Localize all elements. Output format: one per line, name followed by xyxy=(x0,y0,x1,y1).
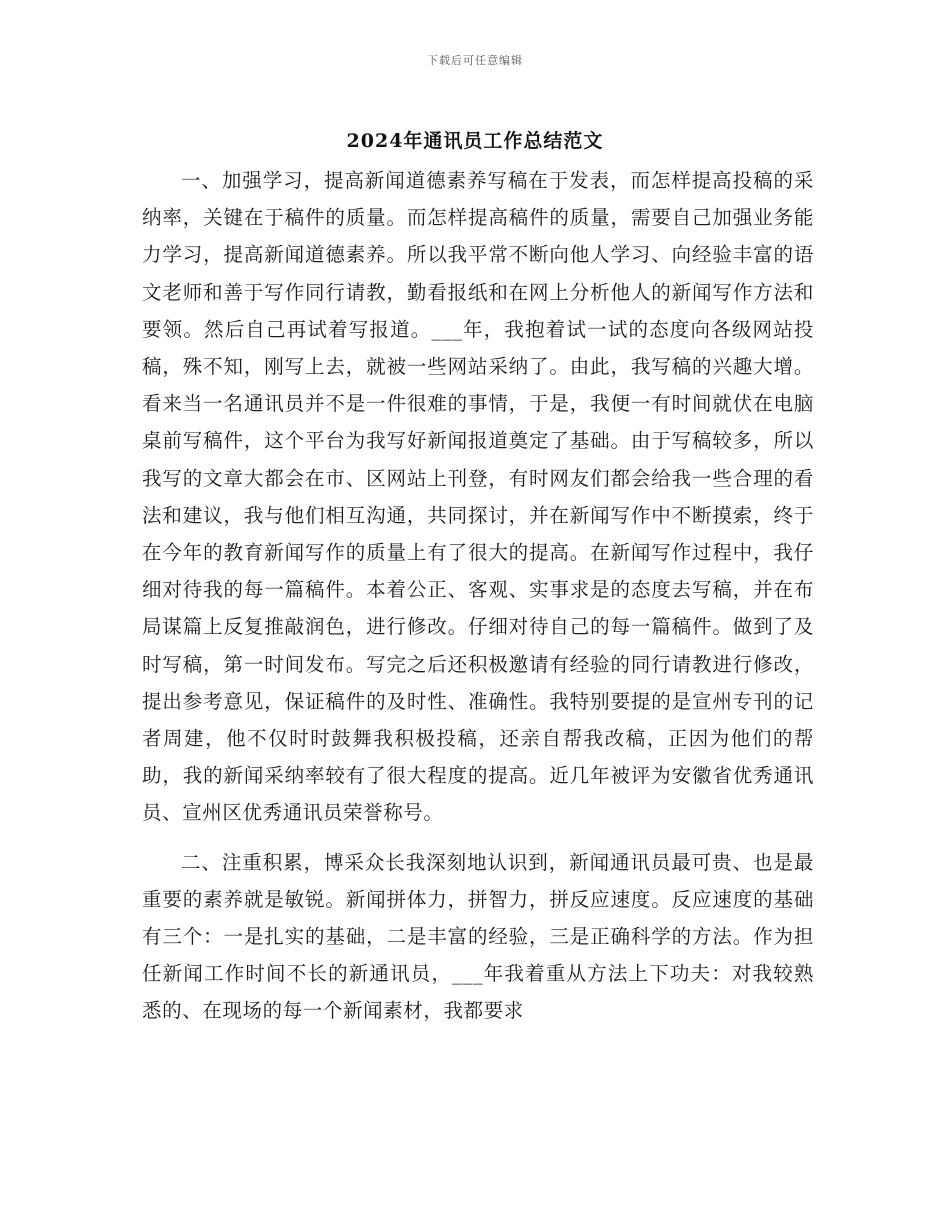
document-title: 2024年通讯员工作总结范文 xyxy=(346,130,604,152)
paragraph-2: 二、注重积累，博采众长我深刻地认识到，新闻通讯员最可贵、也是最重要的素养就是敏锐。新闻拼体力，拼智力，拼反应速度。反应速度的基础有三个：一是扎实的基础，二是丰富的经验，三是正确科学的方法。作为担任新闻工作时间不长的新通讯员，___年我着重从方法上下功夫：对我较熟悉的、在现场的每一个新闻素材，我都要求 xyxy=(142,850,814,1023)
header-note: 下载后可任意编辑 xyxy=(427,54,523,67)
paragraph-1: 一、加强学习，提高新闻道德素养写稿在于发表，而怎样提高投稿的采纳率，关键在于稿件的质量。而怎样提高稿件的质量，需要自己加强业务能力学习，提高新闻道德素养。所以我平常不断向他人学习、向经验丰富的语文老师和善于写作同行请教，勤看报纸和在网上分析他人的新闻写作方法和要领。然后自己再试着写报道。___年，我抱着试一试的态度向各级网站投稿，殊不知，刚写上去，就被一些网站采纳了。由此，我写稿的兴趣大增。看来当一名通讯员并不是一件很难的事情，于是，我便一有时间就伏在电脑桌前写稿件，这个平台为我写好新闻报道奠定了基础。由于写稿较多，所以我写的文章大都会在市、区网站上刊登，有时网友们都会给我一些合理的看法和建议，我与他们相互沟通，共同探讨，并在新闻写作中不断摸索，终于在今年的教育新闻写作的质量上有了很大的提高。在新闻写作过程中，我仔细对待我的每一篇稿件。本着公正、客观、实事求是的态度去写稿，并在布局谋篇上反复推敲润色，进行修改。仔细对待自己的每一篇稿件。做到了及时写稿，第一时间发布。写完之后还积极邀请有经验的同行请教进行修改，提出参考意见，保证稿件的及时性、准确性。我特别要提的是宣州专刊的记者周建，他不仅时时鼓舞我积极投稿，还亲自帮我改稿，正因为他们的帮助，我的新闻采纳率较有了很大程度的提高。近几年被评为安徽省优秀通讯员、宣州区优秀通讯员荣誉称号。 xyxy=(142,169,814,825)
document-body xyxy=(142,162,814,1042)
